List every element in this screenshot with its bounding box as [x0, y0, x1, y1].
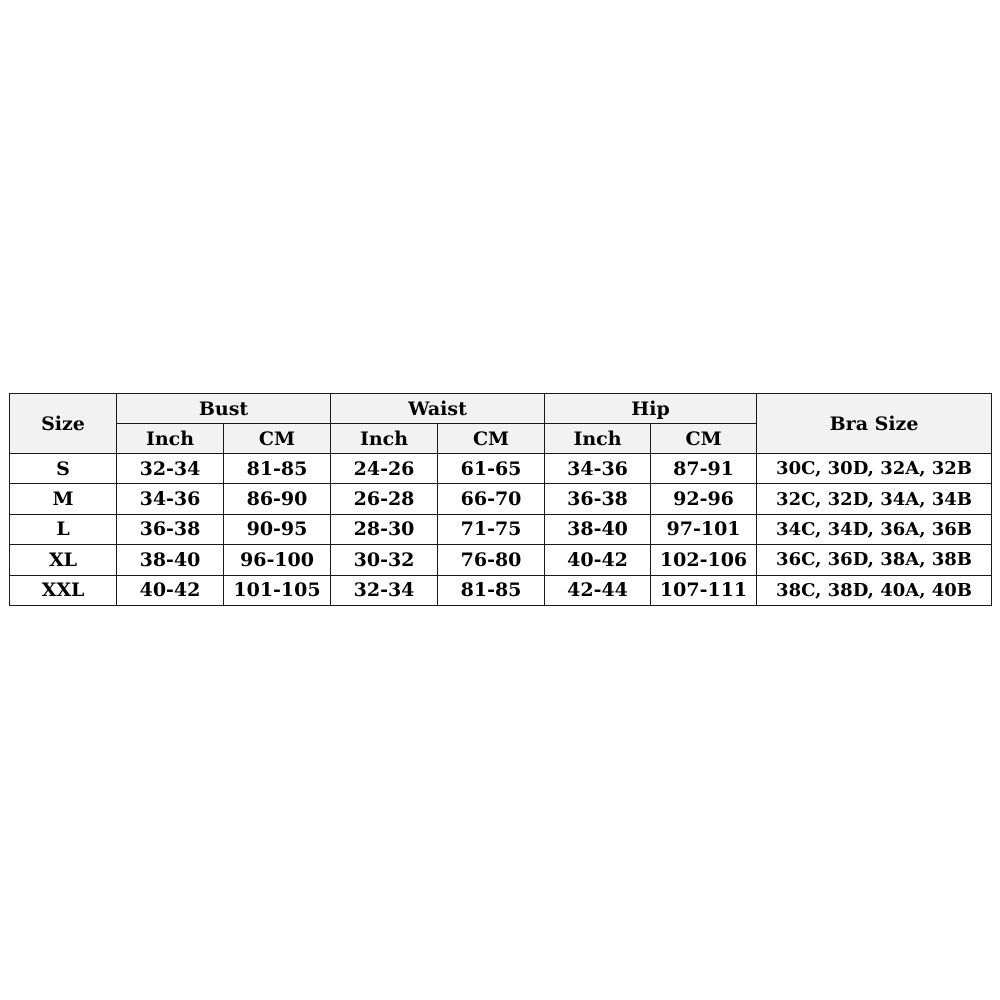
bra-size-header: Bra Size [757, 394, 992, 454]
waist-inch-cell: 28-30 [331, 514, 438, 544]
bust-inch-cell: 38-40 [117, 545, 224, 575]
size-chart-table [9, 393, 992, 606]
bust-inch-header: Inch [117, 424, 224, 454]
bra-size-cell: 32C, 32D, 34A, 34B [757, 484, 992, 514]
table-row [10, 575, 992, 605]
hip-inch-cell: 42-44 [545, 575, 651, 605]
waist-inch-cell: 30-32 [331, 545, 438, 575]
bust-cm-cell: 81-85 [224, 454, 331, 484]
hip-cm-header: CM [651, 424, 757, 454]
size-cell: XL [10, 545, 117, 575]
bust-cm-cell: 96-100 [224, 545, 331, 575]
hip-inch-cell: 38-40 [545, 514, 651, 544]
bra-size-cell: 34C, 34D, 36A, 36B [757, 514, 992, 544]
hip-inch-cell: 40-42 [545, 545, 651, 575]
waist-inch-cell: 24-26 [331, 454, 438, 484]
size-cell: XXL [10, 575, 117, 605]
hip-cm-cell: 102-106 [651, 545, 757, 575]
bra-size-cell: 36C, 36D, 38A, 38B [757, 545, 992, 575]
waist-cm-cell: 61-65 [438, 454, 545, 484]
bust-cm-cell: 86-90 [224, 484, 331, 514]
bust-inch-cell: 36-38 [117, 514, 224, 544]
size-cell: S [10, 454, 117, 484]
waist-cm-header: CM [438, 424, 545, 454]
hip-inch-header: Inch [545, 424, 651, 454]
size-cell: L [10, 514, 117, 544]
waist-inch-cell: 26-28 [331, 484, 438, 514]
waist-cm-cell: 71-75 [438, 514, 545, 544]
waist-cm-cell: 81-85 [438, 575, 545, 605]
hip-inch-cell: 34-36 [545, 454, 651, 484]
bust-inch-cell: 32-34 [117, 454, 224, 484]
waist-header: Waist [331, 394, 545, 424]
bust-cm-cell: 101-105 [224, 575, 331, 605]
waist-inch-header: Inch [331, 424, 438, 454]
table-row [10, 454, 992, 484]
size-cell: M [10, 484, 117, 514]
table-row [10, 545, 992, 575]
bra-size-cell: 38C, 38D, 40A, 40B [757, 575, 992, 605]
table-row [10, 484, 992, 514]
waist-cm-cell: 66-70 [438, 484, 545, 514]
table-row [10, 514, 992, 544]
bust-inch-cell: 40-42 [117, 575, 224, 605]
bust-header: Bust [117, 394, 331, 424]
hip-cm-cell: 97-101 [651, 514, 757, 544]
bust-cm-cell: 90-95 [224, 514, 331, 544]
hip-cm-cell: 92-96 [651, 484, 757, 514]
bra-size-cell: 30C, 30D, 32A, 32B [757, 454, 992, 484]
bust-cm-header: CM [224, 424, 331, 454]
size-header: Size [10, 394, 117, 454]
waist-inch-cell: 32-34 [331, 575, 438, 605]
hip-header: Hip [545, 394, 757, 424]
hip-cm-cell: 87-91 [651, 454, 757, 484]
header-group-row [10, 394, 992, 424]
hip-cm-cell: 107-111 [651, 575, 757, 605]
bust-inch-cell: 34-36 [117, 484, 224, 514]
waist-cm-cell: 76-80 [438, 545, 545, 575]
hip-inch-cell: 36-38 [545, 484, 651, 514]
